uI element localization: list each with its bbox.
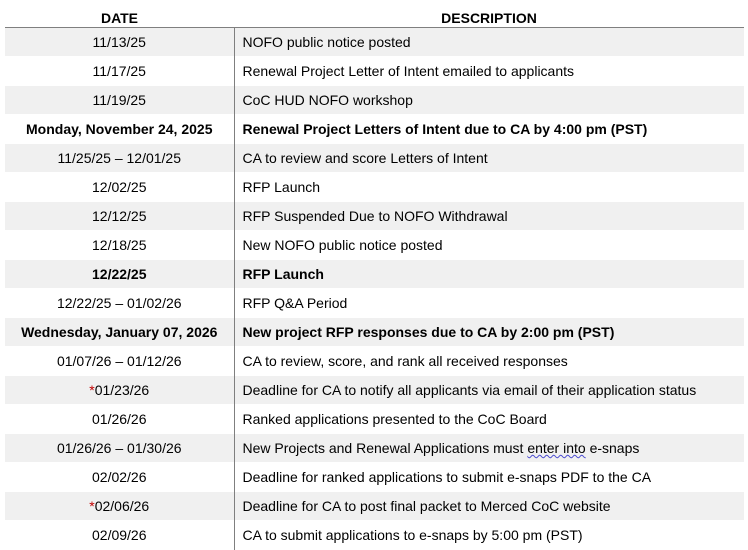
date-cell: 11/19/25 [5,86,234,115]
description-cell: Ranked applications presented to the CoC Board [242,411,547,427]
date-cell [5,492,234,521]
table-row [5,28,744,57]
description-column-header: DESCRIPTION [234,8,744,28]
table-row [5,347,744,376]
description-cell: Deadline for ranked applications to submit e-snaps PDF to the CA [242,469,652,485]
description-cell: New NOFO public notice posted [242,237,443,253]
date-cell: 12/22/25 [5,260,234,289]
date-cell: 02/09/26 [5,521,234,550]
date-cell: 02/02/26 [5,463,234,492]
table-row [5,173,744,202]
table-row [5,202,744,231]
description-cell: CA to review and score Letters of Intent [234,144,744,173]
date-cell: Wednesday, January 07, 2026 [5,318,234,347]
description-cell: RFP Suspended Due to NOFO Withdrawal [234,202,744,231]
table-row [5,57,744,86]
date-text: 02/06/26 [94,498,150,514]
asterisk-marker: * [89,382,95,398]
date-cell: 01/26/26 – 01/30/26 [5,434,234,463]
header-row [5,8,744,28]
table-row [5,144,744,173]
date-cell: 11/25/25 – 12/01/25 [5,144,234,173]
table-row [5,521,744,550]
table-row-deadline [5,318,744,347]
table-row [5,376,744,405]
description-cell: NOFO public notice posted [234,28,744,57]
description-cell: Renewal Project Letter of Intent emailed to applicants [242,63,575,79]
date-cell: 01/07/26 – 01/12/26 [5,347,234,376]
date-cell: 11/17/25 [5,57,234,86]
description-cell: CA to review, score, and rank all received responses [242,353,568,369]
date-cell: 12/18/25 [5,231,234,260]
date-cell: 11/13/25 [5,28,234,57]
description-cell [234,434,744,463]
description-text: e-snaps [585,440,640,456]
date-cell [5,376,234,405]
spellcheck-marked-text: enter into [527,440,586,456]
table-row [5,231,744,260]
date-cell: 01/26/26 [5,405,234,434]
table-row [5,463,744,492]
table-row-deadline [5,115,744,144]
date-cell: 12/22/25 – 01/02/26 [5,289,234,318]
table-row [5,405,744,434]
date-column-header: DATE [5,8,234,28]
asterisk-marker: * [89,498,95,514]
date-text: 01/23/26 [94,382,150,398]
date-cell: 12/12/25 [5,202,234,231]
description-cell: Renewal Project Letters of Intent due to CA by 4:00 pm (PST) [242,121,648,137]
description-cell: CoC HUD NOFO workshop [234,86,744,115]
schedule-table [5,8,744,550]
table-row [5,492,744,521]
table-row [5,434,744,463]
description-cell: New project RFP responses due to CA by 2:00 pm (PST) [234,318,744,347]
table-row [5,289,744,318]
description-cell: RFP Q&A Period [242,295,348,311]
description-text: New Projects and Renewal Applications must [242,440,528,456]
date-cell: 12/02/25 [5,173,234,202]
description-cell: RFP Launch [234,260,744,289]
date-cell: Monday, November 24, 2025 [5,115,234,144]
description-cell: CA to submit applications to e-snaps by 5:00 pm (PST) [242,527,583,543]
table-row [5,86,744,115]
description-cell: Deadline for CA to post final packet to Merced CoC website [234,492,744,521]
description-cell: Deadline for CA to notify all applicants via email of their application status [234,376,744,405]
description-cell: RFP Launch [242,179,321,195]
table-row-deadline [5,260,744,289]
